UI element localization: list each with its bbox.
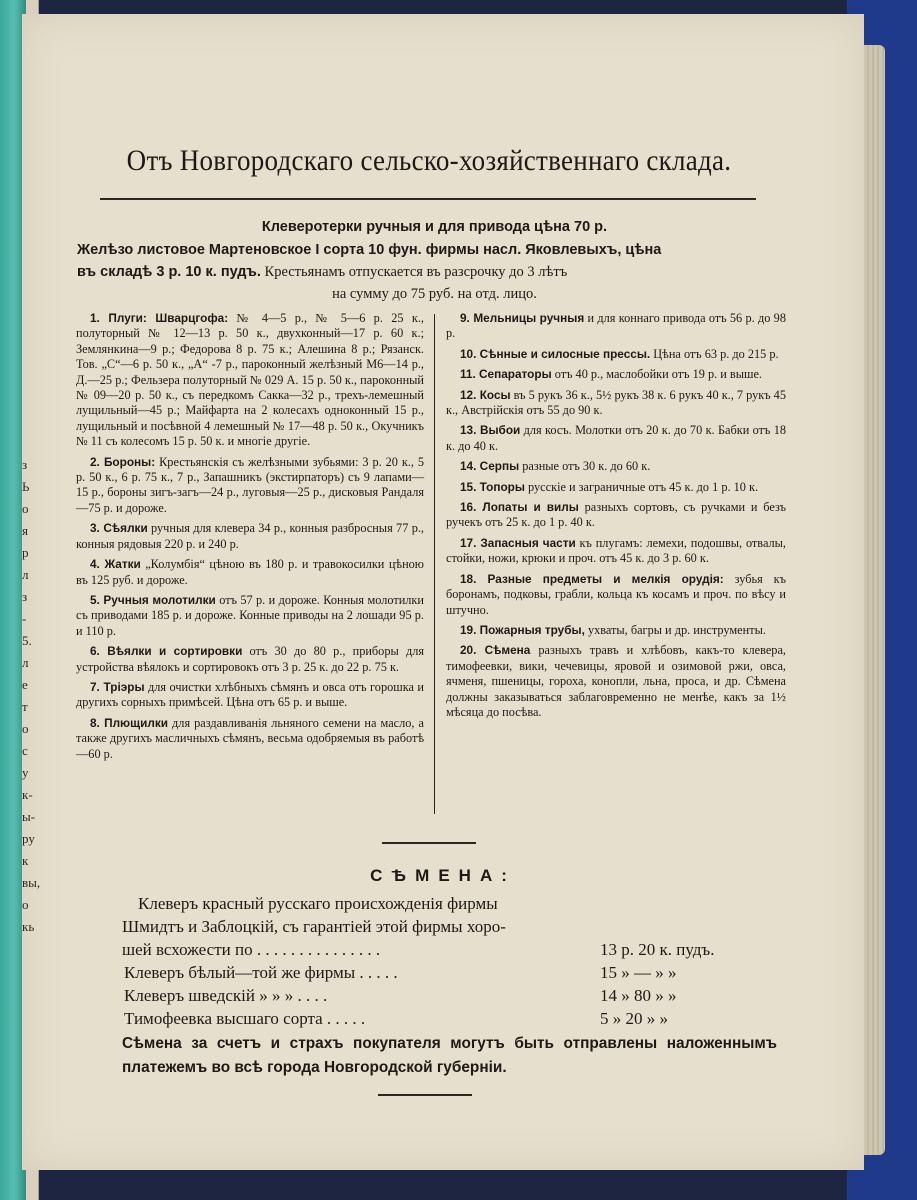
- section-divider: [382, 842, 476, 844]
- item-heading: 2. Бороны:: [90, 454, 156, 469]
- price-list-left-column: [76, 311, 424, 767]
- seed-name: Тимофеевка высшаго сорта . . . . .: [124, 1009, 366, 1028]
- item-text: „Колумбія“ цѣною въ 180 р. и травокосилки цѣною въ 125 руб. и дороже.: [76, 557, 424, 587]
- intro-line-2: Желѣзо листовое Мартеновское I сорта 10 фун. фирмы насл. Яковлевыхъ, цѣна: [77, 242, 662, 258]
- seeds-price-list: [122, 892, 772, 1030]
- adjacent-text-fragment: ру: [22, 831, 35, 846]
- item-heading: 1. Плуги: Шварцгофа:: [90, 311, 229, 325]
- item-heading: 12. Косы: [460, 387, 511, 402]
- price-item: [446, 480, 786, 495]
- item-heading: 5. Ручныя молотилки: [90, 592, 216, 607]
- item-heading: 15. Топоры: [460, 479, 525, 494]
- price-item: [76, 311, 424, 450]
- adjacent-text-fragment: о: [22, 897, 29, 912]
- adjacent-text-fragment: з: [22, 589, 28, 604]
- title-underline: [100, 198, 756, 200]
- seed-row-swedish-clover: [122, 984, 772, 1007]
- adjacent-text-fragment: Ь: [22, 479, 30, 494]
- item-text: для косъ. Молотки отъ 20 к. до 70 к. Бабки отъ 18 к. до 40 к.: [446, 423, 787, 453]
- item-text: отъ 30 до 80 р., приборы для устройства вѣялокъ и сортировокъ отъ 3 р. 25 к. до 22 р. 75 к.: [76, 644, 424, 674]
- item-heading: 20. Сѣмена: [460, 643, 531, 658]
- seed-name: Клеверъ бѣлый—той же фирмы . . . . .: [124, 963, 398, 982]
- item-text: разныхъ сортовъ, съ ручками и безъ ручекъ отъ 25 к. до 1 р. 40 к.: [446, 500, 786, 530]
- item-text: русскіе и заграничные отъ 45 к. до 1 р. 10 к.: [524, 479, 759, 494]
- item-text: отъ 40 р., маслобойки отъ 19 р. и выше.: [551, 367, 762, 382]
- shipping-note: Сѣмена за счетъ и страхъ покупателя могутъ быть отправлены наложеннымъ платежемъ во всѣ города Новгородской губерніи.: [122, 1035, 777, 1076]
- price-item: [446, 643, 786, 720]
- price-item: [446, 459, 786, 474]
- item-heading: 16. Лопаты и вилы: [460, 500, 579, 515]
- adjacent-text-fragment: т: [22, 699, 28, 714]
- item-text: Цѣна отъ 63 р. до 215 р.: [650, 346, 779, 361]
- seed-name: Клеверъ шведскій » » » . . . .: [124, 986, 328, 1005]
- intro-line-1: Клеверотерки ручныя и для привода цѣна 70 р.: [261, 219, 608, 235]
- price-item: [446, 536, 786, 567]
- item-text: зубья къ боронамъ, подковы, грабли, кольца къ косамъ и проч. по вѣсу и штучно.: [446, 571, 786, 617]
- adjacent-text-fragment: у: [22, 765, 29, 780]
- item-heading: 6. Вѣялки и сортировки: [90, 644, 243, 659]
- item-heading: 19. Пожарныя трубы,: [460, 622, 585, 637]
- item-heading: 3. Сѣялки: [90, 521, 148, 536]
- document-page: [22, 14, 864, 1170]
- seeds-heading: СѢМЕНА:: [370, 866, 516, 885]
- item-heading: 7. Тріэры: [90, 679, 145, 694]
- price-list-right-column: [446, 311, 786, 725]
- adjacent-text-fragment: к: [22, 853, 29, 868]
- seed-line-1: Клеверъ красный русскаго происхожденія фирмы: [138, 894, 498, 913]
- adjacent-text-fragment: вы,: [22, 875, 41, 890]
- adjacent-text-fragment: р: [22, 545, 29, 560]
- item-heading: 18. Разные предметы и мелкія орудія:: [460, 571, 724, 586]
- item-heading: 17. Запасныя части: [460, 535, 576, 550]
- seed-price: 5 » 20 » »: [600, 1009, 668, 1028]
- price-item: [76, 716, 424, 762]
- item-text: № 4—5 р., № 5—6 р. 25 к., полуторный № 12—13 р. 50 к., двухконный—17 р. 60 к.; Землянкина—9 р.; Федорова 8 р. 75 к.; Алешина 8 р.; Рязанск. Тов. „С“—6 р. 50 к., „А“ -7 р., пароконный желѣзный М6—14 р., Д.—25 р.; Фельзера полуторный № 029 А. 15 р. 50 к., пароконный № 09—20 р. 50 к., съ передкомъ Сакка—32 р., трехъ-лемешный лущильный—45 р.; Майфарта на 2 колесахъ одноконный 15 р., лущильный и посѣвной 4 лемешный № 17—48 р. 50 к., Окучникъ № 11 съ колесомъ 15 р. 50 к. и многіе другіе.: [76, 311, 424, 449]
- intro-block: [77, 216, 792, 305]
- adjacent-text-fragment: 5.: [22, 633, 32, 648]
- price-item: [446, 311, 786, 342]
- item-heading: 14. Серпы: [460, 459, 520, 474]
- page-title: Отъ Новгородскаго сельско-хозяйственнаго склада.: [126, 144, 732, 177]
- adjacent-text-fragment: е: [22, 677, 28, 692]
- seed-price: 13 р. 20 к. пудъ.: [600, 940, 715, 959]
- seed-row-red-clover: [122, 938, 772, 961]
- price-item: [76, 455, 424, 517]
- price-item: [76, 593, 424, 639]
- item-heading: 13. Выбои: [460, 423, 521, 438]
- item-heading: 11. Сепараторы: [460, 367, 552, 382]
- item-heading: 10. Сѣнные и силосные прессы.: [460, 346, 651, 361]
- item-text: отъ 57 р. и дороже. Конныя молотилки съ приводами 185 р. и дороже. Конные приводы на 2 лошади 95 р. и 110 р.: [76, 592, 424, 638]
- adjacent-text-fragment: о: [22, 721, 29, 736]
- item-heading: 4. Жатки: [90, 557, 141, 572]
- price-item: [446, 572, 786, 618]
- item-text: въ 5 рукъ 36 к., 5½ рукъ 38 к. 6 рукъ 40 к., 7 рукъ 45 к., Австрійскія отъ 55 до 90 к.: [446, 387, 786, 418]
- price-item: [76, 680, 424, 711]
- item-text: для раздавливанія льняного семени на масло, а также другихъ масличныхъ сѣмянъ, весьма одобряемыя въ работѣ—60 р.: [76, 715, 424, 761]
- adjacent-text-fragment: л: [22, 567, 29, 582]
- price-item: [76, 521, 424, 552]
- seed-line-2: Шмидтъ и Заблоцкій, съ гарантіей этой фирмы хоро-: [122, 917, 506, 936]
- column-divider: [434, 314, 435, 814]
- intro-installment: Крестьянамъ отпускается въ разсрочку до 3 лѣтъ: [260, 264, 568, 280]
- price-item: [446, 367, 786, 382]
- item-text: разные отъ 30 к. до 60 к.: [519, 459, 651, 474]
- price-item: [76, 644, 424, 675]
- seed-row-timothy: [122, 1007, 772, 1030]
- seed-price: 15 » — » »: [600, 963, 677, 982]
- item-text: ухваты, багры и др. инструменты.: [584, 622, 766, 637]
- item-text: разныхъ травъ и хлѣбовъ, какъ-то клевера, тимофеевки, вики, чечевицы, яровой и озимовой ржи, овса, ячменя, пшеницы, гороха, конопли, льна, проса, и др. Сѣмена должны заказываться заблаговременно не менѣе, какъ за 1½ мѣсяца до посѣва.: [446, 643, 786, 719]
- item-heading: 8. Плющилки: [90, 715, 168, 730]
- adjacent-text-fragment: я: [22, 523, 28, 538]
- adjacent-text-fragment: ы-: [22, 809, 36, 824]
- item-heading: 9. Мельницы ручныя: [460, 311, 585, 325]
- adjacent-text-fragment: кь: [22, 919, 35, 934]
- price-item: [446, 388, 786, 419]
- item-text: къ плугамъ: лемехи, подошвы, отвалы, стойки, ножи, крюки и проч. отъ 45 к. до 3 р. 60 к.: [446, 535, 786, 566]
- seed-row-white-clover: [122, 961, 772, 984]
- adjacent-text-fragment: с: [22, 743, 28, 758]
- adjacent-text-fragment: -: [22, 611, 27, 626]
- item-text: и для коннаго привода отъ 56 р. до 98 р.: [446, 311, 786, 341]
- item-text: Крестьянскія съ желѣзными зубьями: 3 р. 20 к., 5 р. 50 к., 6 р. 75 к., 7 р., Запашникъ (экстирпаторъ) съ 9 лапами—15 р., бороны зигъ-загъ—24 р., луговыя—25 р., дисковыя Рандаля—75 р. и дороже.: [76, 454, 424, 515]
- item-text: для очистки хлѣбныхъ сѣмянъ и овса отъ горошка и другихъ сорныхъ примѣсей. Цѣна отъ 65 р. и выше.: [76, 679, 424, 710]
- price-item: [446, 347, 786, 362]
- price-item: [76, 557, 424, 588]
- seed-name: шей всхожести по . . . . . . . . . . . . . . .: [122, 940, 381, 959]
- bottom-divider: [378, 1094, 472, 1096]
- item-text: ручныя для клевера 34 р., конныя разбросныя 77 р., конныя рядовыя 220 р. и 240 р.: [76, 521, 424, 551]
- intro-line-3: [77, 261, 792, 283]
- price-item: [446, 423, 786, 454]
- adjacent-text-fragment: к-: [22, 787, 33, 802]
- adjacent-text-fragment: о: [22, 501, 29, 516]
- price-item: [446, 623, 786, 638]
- seed-price: 14 » 80 » »: [600, 986, 677, 1005]
- adjacent-text-fragment: л: [22, 655, 29, 670]
- adjacent-text-fragment: з: [22, 457, 28, 472]
- intro-line-4: на сумму до 75 руб. на отд. лицо.: [332, 286, 537, 302]
- price-item: [446, 500, 786, 531]
- intro-price: въ складѣ 3 р. 10 к. пудъ.: [77, 264, 261, 280]
